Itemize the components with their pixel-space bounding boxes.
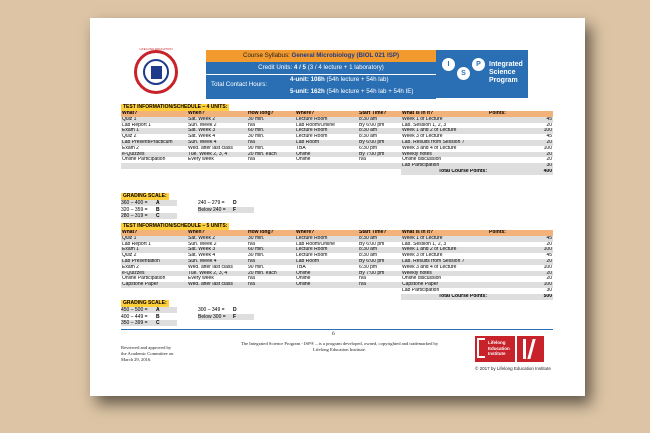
table-cell: 6:30 pm — [358, 146, 401, 152]
table-cell: Week 3 and 4 of Lecture — [401, 265, 488, 271]
table-cell: 30 — [488, 163, 553, 169]
table-cell: Weekly notes — [401, 271, 488, 277]
table-cell: Lab Room — [295, 140, 358, 146]
column-header: How long? — [247, 111, 295, 117]
grade-entry: 320 – 359 = B — [121, 206, 160, 213]
table-cell: Wed. after last class — [187, 146, 247, 152]
table-cell: Week 3 of Lecture — [401, 253, 488, 259]
course-title-row — [206, 50, 436, 62]
grade-entry: 450 – 500 = A — [121, 307, 177, 313]
table-cell: Lab Presentation — [121, 259, 187, 265]
grade-entry: Below 240 = F — [198, 207, 254, 213]
course-header — [206, 50, 436, 99]
table-cell: Week 3 and 4 of Lecture — [401, 146, 488, 152]
table-cell: Online — [295, 276, 358, 282]
university-seal-logo — [134, 47, 178, 94]
section-4-title: TEST INFORMATION/SCHEDULE – 4 UNITS: — [123, 104, 228, 110]
table-cell: n/a — [247, 157, 295, 163]
table-cell: 6:30 pm — [358, 265, 401, 271]
section-5-title: TEST INFORMATION/SCHEDULE – 5 UNITS: — [123, 223, 228, 229]
table-cell: 100 — [488, 247, 553, 253]
table-cell: 100 — [488, 282, 553, 288]
table-cell: Lab Participation — [401, 288, 488, 294]
table-cell: Week 1 of Lecture — [401, 117, 488, 123]
table-cell: Tue. Week 2, 3, 4 — [187, 152, 247, 158]
table-cell: 90 min. — [247, 265, 295, 271]
credit-row — [206, 62, 436, 74]
grade-entry: 280 – 319 = C — [121, 213, 177, 219]
schedule-table-4-units — [121, 111, 553, 175]
table-cell: e-Quizzes — [121, 152, 187, 158]
isp-letter-p: P — [472, 58, 485, 71]
column-header: What is in it? — [401, 111, 488, 117]
total-points-value: 400 — [488, 169, 553, 175]
table-cell: 90 min. — [247, 146, 295, 152]
table-cell: 45 — [488, 236, 553, 242]
table-cell: 8:30 am — [358, 247, 401, 253]
column-header: When? — [187, 111, 247, 117]
table-cell: Lab. Session 1, 2, 3 — [401, 242, 488, 248]
table-cell: Online discussion — [401, 276, 488, 282]
table-cell: Capstone Paper — [401, 282, 488, 288]
column-header: Start Time? — [358, 230, 401, 236]
table-cell: Sat. Week 2 — [187, 236, 247, 242]
table-cell: Lecture Room — [295, 253, 358, 259]
copyright-note: © 2017 by Lifelong Education Institute — [475, 366, 551, 371]
grade-entry: Below 300 = F — [198, 314, 254, 320]
table-cell: 20 min. each — [247, 152, 295, 158]
table-cell: Quiz 2 — [121, 253, 187, 259]
table-cell: 30 min. — [247, 117, 295, 123]
table-cell: 20 min. each — [247, 271, 295, 277]
grade-entry: 350 – 399 = C — [121, 320, 177, 326]
total-points-label: Total Course Points: — [401, 169, 488, 175]
column-header: What? — [121, 111, 187, 117]
grade-entry: 240 – 279 = D — [198, 200, 237, 206]
grading-5-title: GRADING SCALE: — [123, 300, 167, 306]
table-cell: Lab Report 1 — [121, 242, 187, 248]
column-header: Start Time? — [358, 111, 401, 117]
table-cell: Sat. Week 2 — [187, 117, 247, 123]
table-cell: Exam 1 — [121, 128, 187, 134]
table-cell: n/a — [358, 276, 401, 282]
seal-shield — [151, 66, 162, 79]
table-cell: Online — [295, 271, 358, 277]
table-cell: Week 1 and 2 of Lecture — [401, 247, 488, 253]
table-cell: 45 — [488, 253, 553, 259]
table-cell: Quiz 1 — [121, 117, 187, 123]
table-cell: Online — [295, 282, 358, 288]
table-cell: Week 3 of Lecture — [401, 134, 488, 140]
table-cell: n/a — [358, 282, 401, 288]
column-header: Where? — [295, 111, 358, 117]
approval-note: Reviewed and approved by the Academic Committee on March 29, 2016. — [121, 345, 174, 362]
table-cell: Online — [295, 152, 358, 158]
course-name: General Microbiology (BIOL 021 ISP) — [291, 52, 400, 59]
lei-name: Lifelong Education Institute — [488, 340, 510, 356]
table-cell: Lab Present/Practicum — [121, 140, 187, 146]
table-cell: Capstone Paper — [121, 282, 187, 288]
isp-trademark-note: The Integrated Science Program - ISP® – is a program developed, owned, copyrighted and trademarked by Lifelong Education Institute. — [240, 341, 439, 352]
column-header: How long? — [247, 230, 295, 236]
table-cell: Lecture Room — [295, 117, 358, 123]
column-header: When? — [187, 230, 247, 236]
table-cell: Exam 1 — [121, 247, 187, 253]
table-cell: Sun. Week 4 — [187, 140, 247, 146]
table-cell: Every week — [187, 276, 247, 282]
table-cell: 60 min. — [247, 128, 295, 134]
schedule-5-body — [121, 230, 553, 300]
contact-hours-row — [206, 74, 436, 99]
table-cell: 30 — [488, 288, 553, 294]
table-cell: Lab Room/Online — [295, 123, 358, 129]
total-points-row — [121, 169, 553, 175]
isp-logo — [436, 50, 528, 98]
credit-detail: (3 / 4 lecture + 1 laboratory) — [307, 64, 384, 71]
lei-bracket — [477, 338, 485, 358]
schedule-4-body — [121, 111, 553, 175]
lei-ei-mark — [517, 336, 544, 362]
table-cell: Sat. Week 3 — [187, 247, 247, 253]
table-cell: e-Quizzes — [121, 271, 187, 277]
table-cell: Sun. Week 4 — [187, 259, 247, 265]
table-cell: By 6:00 pm — [358, 259, 401, 265]
table-cell: Quiz 1 — [121, 236, 187, 242]
table-cell: Tue. Week 2, 3, 4 — [187, 271, 247, 277]
table-cell: n/a — [247, 123, 295, 129]
isp-letter-i: I — [442, 58, 455, 71]
table-cell: Quiz 2 — [121, 134, 187, 140]
isp-letter-s: S — [457, 67, 470, 80]
seal-inner — [143, 59, 169, 85]
table-cell: By 6:00 pm — [358, 242, 401, 248]
table-cell: 30 min. — [247, 253, 295, 259]
footer-divider — [121, 329, 553, 330]
total-points-row — [121, 294, 553, 300]
lei-logo — [475, 336, 515, 362]
table-cell: By 6:00 pm — [358, 123, 401, 129]
isp-name: Integrated Science Program — [489, 61, 523, 84]
table-cell: Exam 2 — [121, 265, 187, 271]
grade-entry: 300 – 349 = D — [198, 307, 237, 313]
table-cell: 8:30 am — [358, 134, 401, 140]
table-cell: Lecture Room — [295, 247, 358, 253]
column-header: Points: — [488, 111, 553, 117]
table-cell: Online — [295, 157, 358, 163]
total-spacer — [121, 169, 401, 175]
credit-label: Credit Units: — [258, 64, 293, 71]
table-cell: Weekly notes — [401, 152, 488, 158]
table-cell: Lab Report 1 — [121, 123, 187, 129]
lei-bar-1 — [523, 339, 526, 359]
table-cell: Sat. Week 4 — [187, 253, 247, 259]
column-header: What? — [121, 230, 187, 236]
table-cell: Week 1 and 2 of Lecture — [401, 128, 488, 134]
grading-4-title: GRADING SCALE: — [123, 193, 167, 199]
table-cell: Sun. Week 2 — [187, 123, 247, 129]
table-cell: Online Participation — [121, 157, 187, 163]
table-cell: 20 — [488, 276, 553, 282]
table-cell: 100 — [488, 146, 553, 152]
table-cell: 8:30 am — [358, 128, 401, 134]
table-cell: 30 min. — [247, 236, 295, 242]
table-cell: Lab Room/Online — [295, 242, 358, 248]
table-cell: n/a — [247, 259, 295, 265]
total-spacer — [121, 294, 401, 300]
table-cell: 8:30 am — [358, 117, 401, 123]
column-header: What is in it? — [401, 230, 488, 236]
syllabus-label: Course Syllabus: — [242, 52, 290, 59]
table-cell: 8:30 am — [358, 236, 401, 242]
table-cell: n/a — [247, 242, 295, 248]
table-cell: Week 1 of Lecture — [401, 236, 488, 242]
table-cell: n/a — [358, 157, 401, 163]
page-number: 6 — [332, 331, 335, 337]
table-cell: n/a — [247, 282, 295, 288]
grade-entry: 400 – 449 = B — [121, 313, 160, 320]
table-cell: By 7:00 pm — [358, 152, 401, 158]
schedule-table-5-units — [121, 230, 553, 300]
contact-label: Total Contact Hours: — [211, 81, 268, 88]
table-cell: Wed. after last class — [187, 282, 247, 288]
table-cell: Wed. after last class — [187, 265, 247, 271]
table-cell: 20 — [488, 157, 553, 163]
table-cell: Lab Room — [295, 259, 358, 265]
table-cell: 45 — [488, 117, 553, 123]
table-cell: 100 — [488, 265, 553, 271]
table-cell: 60 min. — [247, 247, 295, 253]
table-cell: Every week — [187, 157, 247, 163]
table-cell: Lecture Room — [295, 236, 358, 242]
table-cell: TBA — [295, 265, 358, 271]
table-cell: Exam 2 — [121, 146, 187, 152]
table-cell: n/a — [247, 140, 295, 146]
table-cell: Online discussion — [401, 157, 488, 163]
lei-bar-2 — [527, 339, 535, 359]
table-cell: 20 — [488, 259, 553, 265]
table-cell: Online Participation — [121, 276, 187, 282]
table-cell: By 6:00 pm — [358, 140, 401, 146]
table-cell: 45 — [488, 134, 553, 140]
table-cell: TBA — [295, 146, 358, 152]
table-cell: 20 — [488, 152, 553, 158]
contact-4-unit: 4-unit: 108h (54h lecture + 54h lab) — [290, 76, 389, 83]
table-cell: 20 — [488, 140, 553, 146]
table-cell: Lecture Room — [295, 128, 358, 134]
table-cell: Lab. Session 1, 2, 3 — [401, 123, 488, 129]
table-cell: Lab. Results from Session 7 — [401, 259, 488, 265]
table-cell: Lab Participation — [401, 163, 488, 169]
table-cell: 30 min. — [247, 134, 295, 140]
seal-text: LIFELONG EDUCATION — [139, 47, 173, 51]
table-cell: Sun. Week 2 — [187, 242, 247, 248]
table-cell: n/a — [247, 276, 295, 282]
credit-value: 4 / 5 — [293, 64, 306, 71]
contact-5-unit: 5-unit: 162h (54h lecture + 54h lab + 54h IE) — [290, 88, 414, 95]
table-cell: 8:30 am — [358, 253, 401, 259]
column-header: Points: — [488, 230, 553, 236]
table-cell: 20 — [488, 123, 553, 129]
table-cell: Lecture Room — [295, 134, 358, 140]
column-header: Where? — [295, 230, 358, 236]
total-points-value: 500 — [488, 294, 553, 300]
grade-entry: 360 – 400 = A — [121, 200, 177, 206]
syllabus-page — [90, 18, 585, 396]
table-cell: Lab. Results from Session 7 — [401, 140, 488, 146]
table-cell: 20 — [488, 271, 553, 277]
table-cell: By 7:00 pm — [358, 271, 401, 277]
total-points-label: Total Course Points: — [401, 294, 488, 300]
table-cell: 100 — [488, 128, 553, 134]
table-cell: Sat. Week 4 — [187, 134, 247, 140]
table-cell: 20 — [488, 242, 553, 248]
table-cell: Sat. Week 3 — [187, 128, 247, 134]
